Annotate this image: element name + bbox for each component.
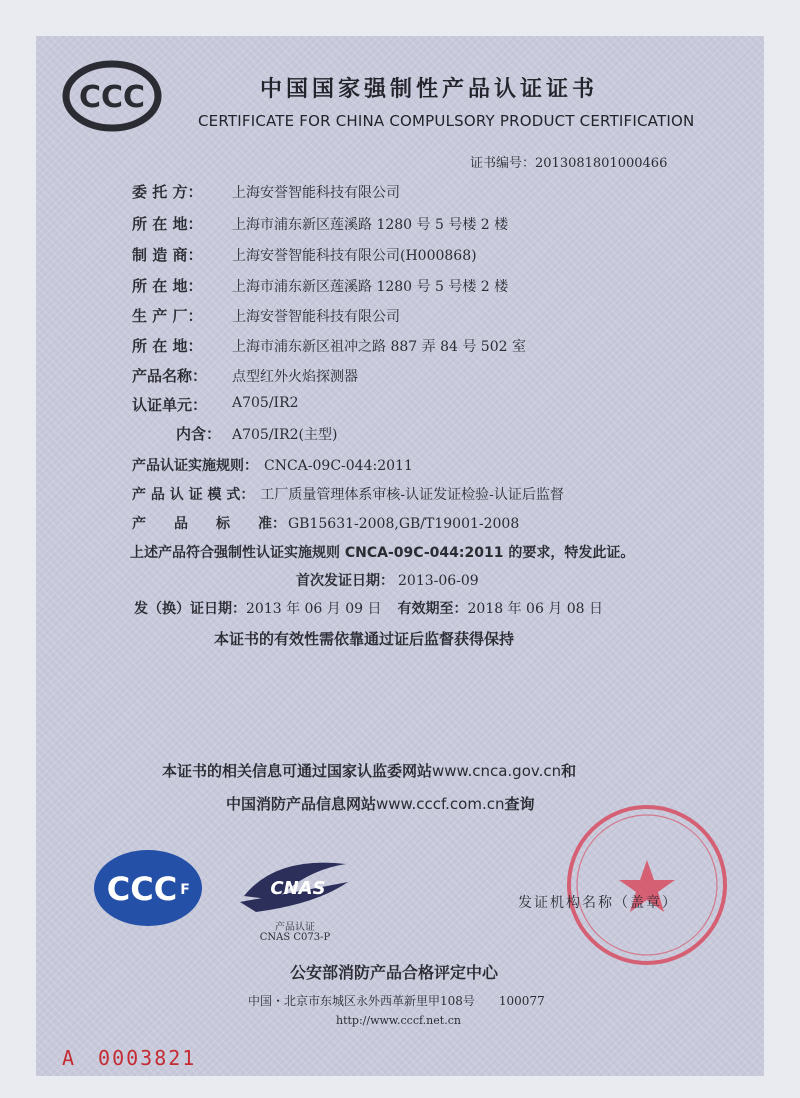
info-line-cccf-prefix: 中国消防产品信息网站 [226, 795, 377, 813]
cccf-logo-icon [92, 848, 204, 928]
field-row [0, 335, 800, 359]
field-label: 所 在 地： [132, 277, 203, 295]
implementation-rule-row [132, 455, 413, 475]
field-value: 上海市浦东新区莲溪路 1280 号 5 号楼 2 楼 [232, 217, 509, 233]
ccc-logo-text: CCC [78, 80, 146, 115]
info-line-cnca [162, 760, 576, 781]
field-row [0, 275, 800, 299]
field-value: 上海市浦东新区莲溪路 1280 号 5 号楼 2 楼 [232, 279, 509, 295]
certificate-number: 证书编号：2013081801000466 [470, 156, 668, 171]
first-issue-value: 2013-06-09 [398, 573, 479, 589]
implementation-rule-label: 产品认证实施规则： [132, 458, 258, 474]
title-english: CERTIFICATE FOR CHINA COMPULSORY PRODUCT CERTIFICATION [198, 112, 695, 130]
cccf-logo-text: CCC [106, 870, 178, 908]
first-issue-label: 首次发证日期： [296, 573, 394, 589]
field-label: 内含： [176, 425, 222, 443]
field-value: A705/IR2(主型) [232, 427, 338, 443]
field-label: 产品名称： [132, 367, 208, 385]
info-line-cccf [226, 793, 534, 814]
field-label: 委 托 方： [132, 183, 203, 201]
field-label: 所 在 地： [132, 337, 203, 355]
field-label: 所 在 地： [132, 215, 203, 233]
issue-date-label: 发（换）证日期： [134, 601, 246, 617]
official-seal-icon [562, 800, 732, 970]
certification-mode-label: 产 品 认 证 模 式： [132, 487, 255, 503]
field-value: 上海安誉智能科技有限公司 [232, 185, 400, 201]
field-value: 上海市浦东新区祖冲之路 887 弄 84 号 502 室 [232, 339, 526, 355]
info-line-cccf-suffix: 查询 [504, 795, 535, 813]
cnas-subtitle-2: CNAS C073-P [259, 932, 331, 943]
valid-until-value: 2018 年 06 月 08 日 [467, 601, 604, 617]
cnas-logo-icon [236, 852, 354, 918]
field-value: 上海安誉智能科技有限公司 [232, 309, 400, 325]
certification-mode-value: 工厂质量管理体系审核-认证发证检验-认证后监督 [260, 487, 564, 503]
field-value: 上海安誉智能科技有限公司(H000868) [232, 248, 477, 264]
field-value: 点型红外火焰探测器 [232, 369, 358, 385]
issuing-center-name: 公安部消防产品合格评定中心 [290, 963, 499, 982]
field-row [0, 305, 800, 329]
issuer-address: 中国・北京市东城区永外西革新里甲108号 100077 [248, 994, 545, 1008]
compliance-statement: 上述产品符合强制性认证实施规则 CNCA-09C-044:2011 的要求，特发此证。 [130, 545, 635, 561]
certification-mode-row [132, 484, 564, 504]
cccf-logo-f: F [180, 882, 190, 898]
field-label: 制 造 商： [132, 246, 203, 264]
valid-until-label: 有效期至： [397, 601, 468, 617]
issuer-label: 发证机构名称（盖章） [518, 895, 678, 911]
field-row [0, 244, 800, 268]
field-row [0, 365, 800, 389]
field-row [0, 394, 800, 418]
product-standard-label: 产 品 标 准： [132, 516, 286, 532]
product-standard-value: GB15631-2008,GB/T19001-2008 [288, 516, 520, 532]
first-issue-row [296, 570, 479, 590]
field-row [0, 213, 800, 237]
cnas-subtitle-1: 产品认证 [275, 922, 315, 933]
info-line-cnca-suffix: 和 [561, 762, 577, 780]
info-line-cnca-prefix: 本证书的相关信息可通过国家认监委网站 [162, 762, 433, 780]
cnca-website-link[interactable]: www.cnca.gov.cn [432, 762, 562, 780]
validity-note: 本证书的有效性需依靠通过证后监督获得保持 [214, 630, 515, 648]
field-value: A705/IR2 [232, 395, 299, 411]
issue-date-value: 2013 年 06 月 09 日 [246, 601, 382, 617]
field-label: 认证单元： [132, 396, 208, 414]
cccf-website-link[interactable]: www.cccf.com.cn [376, 795, 505, 813]
issuer-website[interactable]: http://www.cccf.net.cn [336, 1014, 461, 1027]
product-standard-row [132, 513, 519, 533]
serial-number: A 0003821 [62, 1046, 197, 1070]
title-chinese: 中国国家强制性产品认证证书 [260, 77, 599, 102]
cnas-logo-text: CNAS [270, 878, 326, 899]
ccc-logo-icon [62, 60, 162, 132]
issue-date-row [134, 598, 603, 618]
field-row [0, 423, 800, 447]
field-label: 生 产 厂： [132, 307, 203, 325]
field-row [0, 181, 800, 205]
implementation-rule-value: CNCA-09C-044:2011 [264, 458, 413, 474]
